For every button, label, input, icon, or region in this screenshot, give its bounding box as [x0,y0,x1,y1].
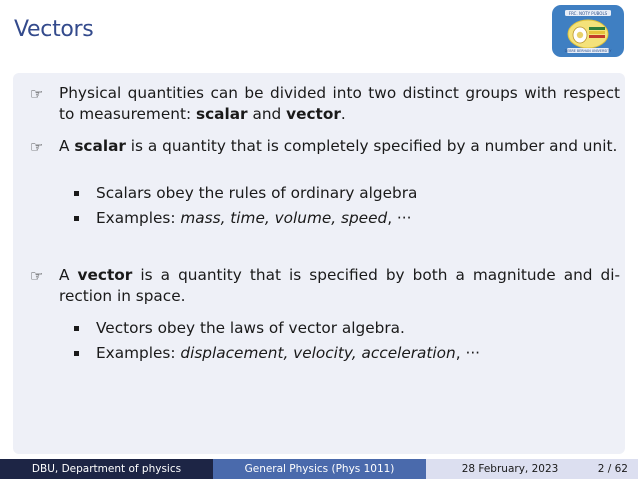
square-bullet-icon [74,351,79,356]
bullet-text: Physical quantities can be divided into two distinct groups with respect to measurement: scalar and vector. [59,84,620,123]
content-block [13,73,625,454]
pointing-hand-icon: ☞ [30,267,44,285]
sub-bullet-item [74,318,618,339]
footer-institution: DBU, Department of physics [0,459,213,479]
footer-meta [426,459,638,479]
slide-footer [0,459,638,479]
sub-bullet-text: Vectors obey the laws of vector algebra. [96,319,405,337]
square-bullet-icon [74,326,79,331]
square-bullet-icon [74,191,79,196]
sub-bullet-text: Examples: displacement, velocity, acceleration, ··· [96,344,481,362]
bullet-item [14,136,620,157]
bullet-text: A scalar is a quantity that is completely specified by a number and unit. [59,137,618,155]
sub-bullet-text: Scalars obey the rules of ordinary algebra [96,184,418,202]
pointing-hand-icon: ☞ [30,85,44,103]
bullet-item [14,265,620,307]
university-seal-icon [555,7,621,55]
sub-bullet-item [74,183,618,204]
square-bullet-icon [74,216,79,221]
sub-bullet-text: Examples: mass, time, volume, speed, ··· [96,209,412,227]
pointing-hand-icon: ☞ [30,138,44,156]
svg-text:FRC. NOTY PUBOLS: FRC. NOTY PUBOLS [568,10,608,16]
svg-text:DEBRE BERHAN UNIVERSITY: DEBRE BERHAN UNIVERSITY [564,49,612,53]
slide-title: Vectors [14,17,94,42]
sub-bullet-item [74,343,618,364]
bullet-text: A vector is a quantity that is specified by both a magnitude and di- rection in space. [59,266,621,305]
footer-date: 28 February, 2023 [461,463,559,475]
university-logo [552,5,624,57]
sub-bullet-item [74,208,618,229]
footer-course: General Physics (Phys 1011) [213,459,426,479]
bullet-item [14,83,620,125]
page-number: 2 / 62 [597,463,628,475]
